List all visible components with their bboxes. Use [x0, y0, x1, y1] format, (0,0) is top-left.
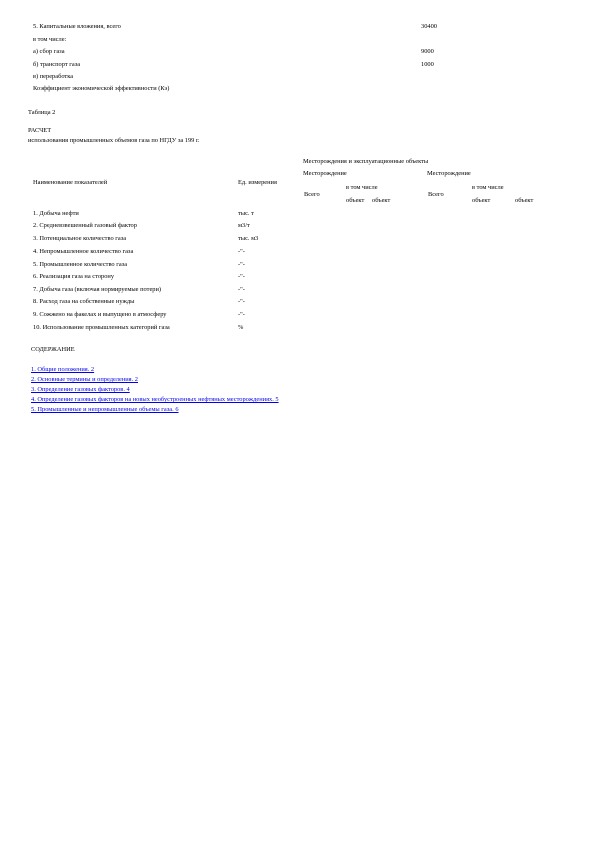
header-object: объект	[346, 197, 365, 204]
row-label: 5. Промышленное количество газа	[33, 261, 128, 268]
top-row-label: б) транспорт газа	[33, 61, 81, 68]
row-unit: %	[238, 324, 244, 331]
row-label: 4. Непромышленное количество газа	[33, 248, 134, 255]
row-label: 7. Добыча газа (включая нормируемые потери)	[33, 286, 162, 293]
toc-link[interactable]: 4. Определение газовых факторов на новых необустроенных нефтяных месторождениях. 5	[31, 396, 279, 403]
top-row-value: 30400	[421, 23, 437, 30]
row-label: 8. Расход газа на собственные нужды	[33, 298, 135, 305]
top-row-label: в том числе:	[33, 36, 67, 43]
header-unit-col: Ед. измерения	[238, 179, 277, 186]
toc-link[interactable]: 3. Определение газовых факторов. 4	[31, 386, 130, 393]
top-row-label: в) переработка	[33, 73, 74, 80]
row-unit: -"-	[238, 286, 245, 293]
header-group: Месторождения и эксплуатационные объекты	[303, 158, 429, 165]
header-name-col: Наименование показателей	[33, 179, 108, 186]
header-object: объект	[472, 197, 491, 204]
row-unit: -"-	[238, 248, 245, 255]
header-total: Всего	[304, 191, 320, 198]
row-unit: тыс. м3	[238, 235, 259, 242]
top-row-value: 1000	[421, 61, 434, 68]
row-label: 2. Средневзвешенный газовый фактор	[33, 222, 137, 229]
row-unit: -"-	[238, 298, 245, 305]
table-caption: Таблица 2	[28, 109, 56, 116]
row-unit: -"-	[238, 311, 245, 318]
header-field: Месторождение	[427, 170, 471, 177]
row-unit: тыс. т	[238, 210, 254, 217]
top-row-value: 9000	[421, 48, 434, 55]
top-row-label: Коэффициент экономической эффективности (Кэ)	[33, 85, 170, 92]
toc-link[interactable]: 1. Общие положения. 2	[31, 366, 95, 373]
header-object: объект	[515, 197, 534, 204]
row-unit: м3/т	[238, 222, 250, 229]
table-subtitle: использования промышленных объемов газа по НГДУ за 199 г.	[28, 137, 200, 144]
row-unit: -"-	[238, 273, 245, 280]
row-label: 3. Потенциальное количество газа	[33, 235, 127, 242]
top-row-label: 5. Капитальные вложения, всего	[33, 23, 121, 30]
row-label: 9. Сожжено на факелах и выпущено в атмосферу	[33, 311, 167, 318]
toc-link[interactable]: 5. Промышленные и непромышленные объемы газа. 6	[31, 406, 179, 413]
row-label: 1. Добыча нефти	[33, 210, 79, 217]
row-unit: -"-	[238, 261, 245, 268]
toc-link[interactable]: 2. Основные термины и определения. 2	[31, 376, 138, 383]
header-field: Месторождение	[303, 170, 347, 177]
header-total: Всего	[428, 191, 444, 198]
contents-heading: СОДЕРЖАНИЕ	[31, 346, 75, 353]
top-row-label: а) сбор газа	[33, 48, 65, 55]
row-label: 10. Использование промышленных категорий газа	[33, 324, 170, 331]
header-incl: в том числе	[472, 184, 504, 191]
header-object: объект	[372, 197, 391, 204]
table-title: РАСЧЕТ	[28, 127, 52, 134]
header-incl: в том числе	[346, 184, 378, 191]
row-label: 6. Реализация газа на сторону	[33, 273, 115, 280]
